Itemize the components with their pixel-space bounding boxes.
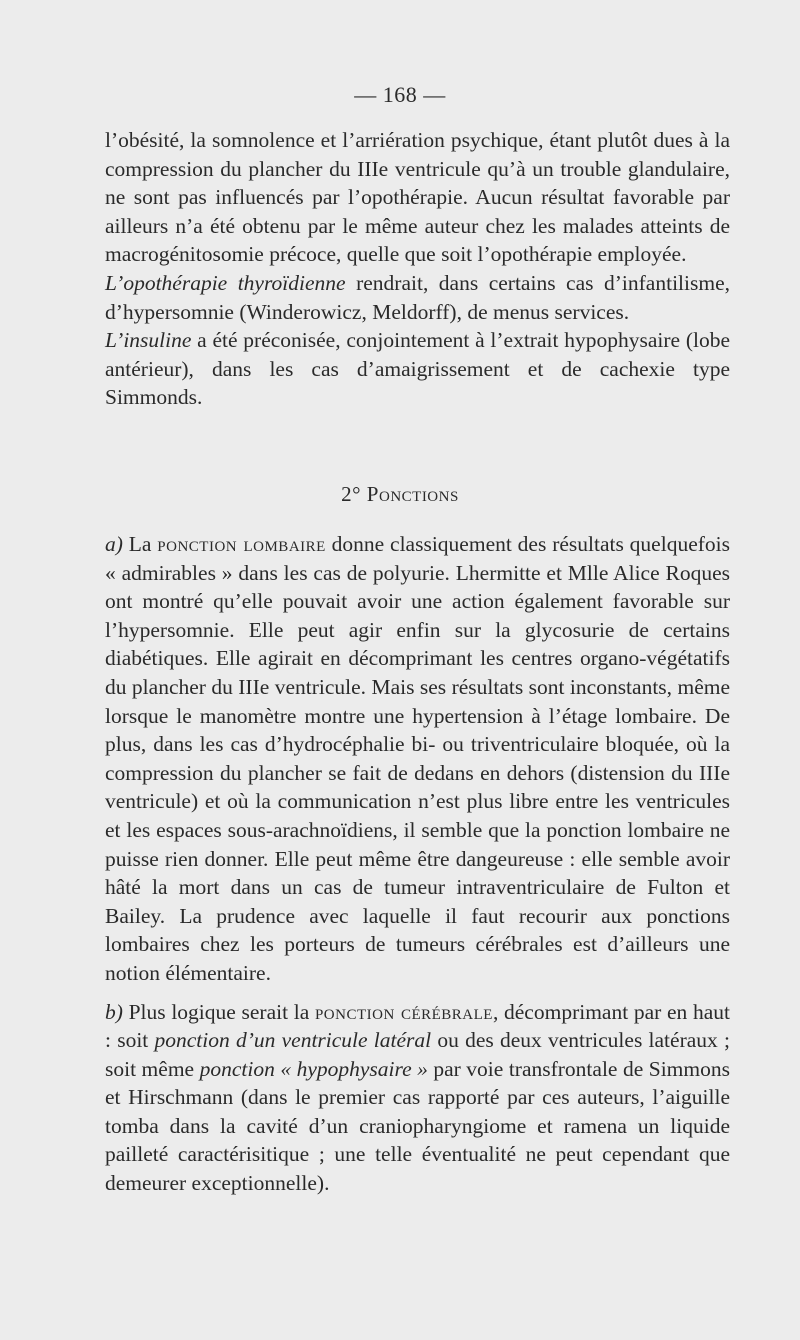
text-block-lower (105, 530, 730, 1198)
item-label: a) (105, 532, 123, 556)
paragraph-obesite (105, 126, 730, 269)
page-number: — 168 — (354, 82, 446, 107)
text-block-upper (105, 126, 730, 412)
item-label: b) (105, 999, 123, 1024)
paragraph-text: a été préconisée, conjointement à l’extrait hypophysaire (lobe antérieur), dans les cas d’amaigrissement et de cachexie type Simmonds. (105, 328, 730, 410)
smallcaps-term: ponction lombaire (157, 532, 326, 556)
paragraph-opotherapie-thyroidienne (105, 269, 730, 326)
paragraph-text: La (122, 532, 158, 556)
paragraph-text: par voie transfrontale de Simmons et Hirschmann (dans le premier cas rapporté par ces auteurs, l’aiguille tomba dans la cavité d’un craniopharyngiome et ramena un liquide pailleté caractérisitique ; une telle éventualité ne peut cependant que demeurer exceptionnelle). (105, 1056, 730, 1196)
italic-term: ponction d’un ventricule latéral (154, 1028, 432, 1053)
italic-term: ponction « hypophysaire » (199, 1056, 428, 1081)
paragraph-ponction-cerebrale (105, 998, 730, 1198)
paragraph-insuline (105, 326, 730, 412)
section-heading: 2° Ponctions (341, 482, 459, 506)
italic-term: L’opothérapie thyroïdienne (105, 270, 346, 295)
paragraph-ponction-lombaire (105, 530, 730, 988)
paragraph-text: l’obésité, la somnolence et l’arriération psychique, étant plutôt dues à la compression du plancher du IIIe ventricule qu’à un trouble glandulaire, ne sont pas influencés par l’opothérapie. Aucun résultat favorable par ailleurs n’a été obtenu par le même auteur chez les malades atteints de macrogénitosomie précoce, quelle que soit l’opothérapie employée. (105, 128, 730, 267)
paragraph-text: rendrait, dans certains cas d’infantilisme, d’hypersomnie (Winderowicz, Meldorff), de menus services. (105, 270, 730, 324)
smallcaps-term: ponction cérébrale (314, 999, 493, 1024)
paragraph-text: donne classiquement des résultats quelquefois « admirables » dans les cas de polyurie. Lhermitte et Mlle Alice Roques ont montré qu’elle pouvait avoir une action également favorable sur l’hypersomnie. Elle peut agir enfin sur la glycosurie de certains diabétiques. Elle agirait en décomprimant les centres organo-végétatifs du plancher du IIIe ventricule. Mais ses résultats sont inconstants, même lorsque le manomètre montre une hypertension à l’étage lombaire. De plus, dans les cas d’hydrocéphalie bi- ou triventriculaire bloquée, où la compression du plancher se fait de dedans en dehors (distension du IIIe ventricule) et où la communication n’est plus libre entre les ventricules et les espaces sous-arachnoïdiens, il semble que la ponction lombaire ne puisse rien donner. Elle peut même être dangeureuse : elle semble avoir hâté la mort dans un cas de tumeur intraventriculaire de Fulton et Bailey. La prudence avec laquelle il faut recourir aux ponctions lombaires chez les porteurs de tumeurs cérébrales est d’ailleurs une notion élémentaire. (105, 532, 730, 985)
italic-term: L’insuline (105, 328, 192, 353)
paragraph-text: Plus logique serait la (122, 999, 315, 1024)
paragraph-text: ou des deux ventricules latéraux ; soit même (105, 1028, 730, 1081)
paragraph-text: , décomprimant par en haut : soit (105, 999, 730, 1053)
